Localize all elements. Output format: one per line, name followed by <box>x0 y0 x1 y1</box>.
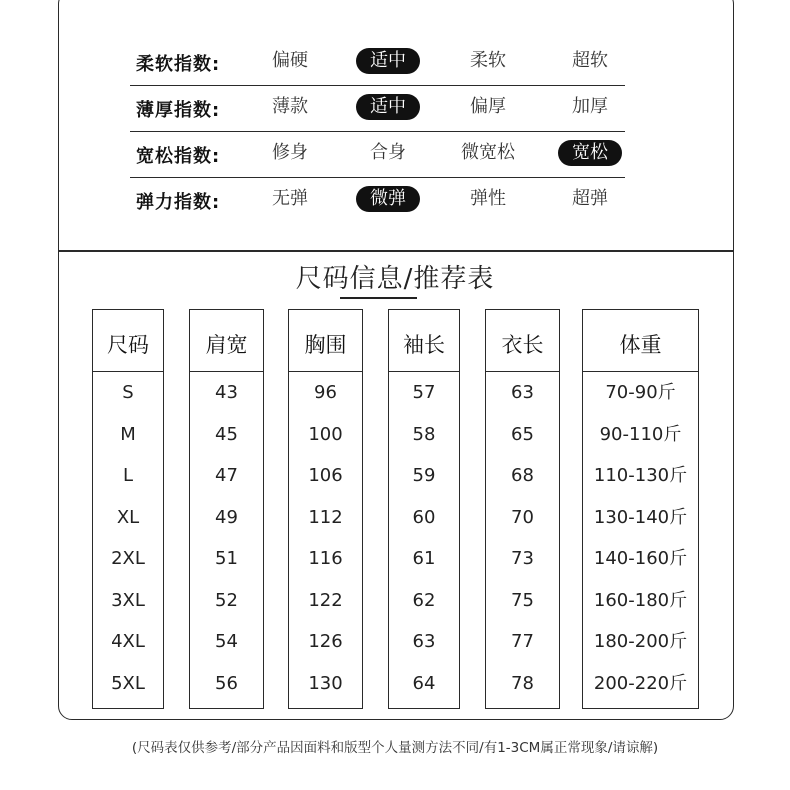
attribute-option-selected: 适中 <box>356 48 420 74</box>
size-column <box>189 309 264 709</box>
table-cell: 59 <box>412 465 436 486</box>
table-cell: 63 <box>412 631 436 652</box>
table-cell: 4XL <box>111 631 145 652</box>
table-cell: S <box>122 382 134 403</box>
table-cell: 140-160斤 <box>593 548 688 569</box>
table-cell: 63 <box>511 382 534 403</box>
attribute-option-selected: 适中 <box>356 94 420 120</box>
table-cell: M <box>120 423 136 445</box>
title-underline <box>340 297 417 299</box>
table-cell: 78 <box>511 672 534 694</box>
attribute-option: 柔软 <box>470 50 506 71</box>
table-cell: 65 <box>511 423 534 445</box>
attribute-option: 合身 <box>370 142 406 163</box>
table-cell: 61 <box>412 548 436 569</box>
size-column <box>582 309 699 709</box>
attribute-row <box>130 88 625 132</box>
table-cell: 116 <box>308 548 343 569</box>
table-cell: 68 <box>511 465 534 486</box>
attribute-label: 宽松指数: <box>136 146 221 167</box>
size-column <box>485 309 560 709</box>
table-cell: 2XL <box>111 548 145 569</box>
table-cell: 58 <box>412 423 436 445</box>
size-column <box>92 309 164 709</box>
attribute-row <box>130 134 625 178</box>
table-cell: 52 <box>215 589 238 611</box>
size-column <box>388 309 460 709</box>
table-cell: 126 <box>308 631 343 652</box>
section-divider <box>58 250 734 252</box>
column-header: 袖长 <box>389 310 459 372</box>
attribute-option-selected: 宽松 <box>558 140 622 166</box>
row-divider <box>130 131 625 133</box>
table-cell: 96 <box>314 382 337 403</box>
table-cell: 60 <box>412 506 436 528</box>
table-cell: 90-110斤 <box>599 423 682 445</box>
table-cell: 3XL <box>111 589 145 611</box>
table-cell: 160-180斤 <box>593 589 688 611</box>
table-cell: 54 <box>215 631 238 652</box>
table-cell: 77 <box>511 631 534 652</box>
row-divider <box>130 85 625 87</box>
table-cell: 51 <box>215 548 238 569</box>
attribute-option: 偏硬 <box>272 50 308 71</box>
column-header: 肩宽 <box>190 310 263 372</box>
table-cell: 56 <box>215 672 238 694</box>
table-cell: 47 <box>215 465 238 486</box>
footnote: (尺码表仅供参考/部分产品因面料和版型个人量测方法不同/有1-3CM属正常现象/请谅解) <box>131 740 659 756</box>
column-header: 体重 <box>583 310 698 372</box>
attribute-row <box>130 42 625 86</box>
table-cell: 180-200斤 <box>593 631 688 652</box>
column-header: 尺码 <box>93 310 163 372</box>
attribute-row <box>130 180 625 224</box>
table-cell: 70 <box>511 506 534 528</box>
row-divider <box>130 177 625 179</box>
table-cell: 49 <box>215 506 238 528</box>
attribute-option: 加厚 <box>572 96 608 117</box>
column-header: 衣长 <box>486 310 559 372</box>
attribute-option: 无弹 <box>272 188 308 209</box>
table-cell: 45 <box>215 423 238 445</box>
table-cell: 57 <box>412 382 436 403</box>
table-cell: 130-140斤 <box>593 506 688 528</box>
table-cell: 43 <box>215 382 238 403</box>
table-cell: 200-220斤 <box>593 672 688 694</box>
size-column <box>288 309 363 709</box>
attribute-option-selected: 微弹 <box>356 186 420 212</box>
attribute-label: 柔软指数: <box>136 54 221 75</box>
attribute-option: 微宽松 <box>461 142 515 163</box>
attribute-option: 超弹 <box>572 188 608 209</box>
table-cell: 100 <box>308 423 343 445</box>
table-cell: 64 <box>412 672 436 694</box>
attribute-label: 弹力指数: <box>136 192 221 213</box>
table-cell: 5XL <box>111 672 145 694</box>
attribute-option: 超软 <box>572 50 608 71</box>
table-cell: 112 <box>308 506 343 528</box>
table-cell: 106 <box>308 465 343 486</box>
attribute-option: 偏厚 <box>470 96 506 117</box>
attribute-option: 修身 <box>272 142 308 163</box>
table-cell: 122 <box>308 589 343 611</box>
table-cell: 110-130斤 <box>593 465 688 486</box>
attribute-option: 薄款 <box>272 96 308 117</box>
table-cell: L <box>122 465 134 486</box>
table-cell: XL <box>116 506 140 528</box>
table-cell: 62 <box>412 589 436 611</box>
size-table-title: 尺码信息/推荐表 <box>295 264 495 294</box>
table-cell: 75 <box>511 589 534 611</box>
table-cell: 130 <box>308 672 343 694</box>
table-cell: 70-90斤 <box>605 382 676 403</box>
attribute-option: 弹性 <box>470 188 506 209</box>
column-header: 胸围 <box>289 310 362 372</box>
table-cell: 73 <box>511 548 534 569</box>
attribute-label: 薄厚指数: <box>136 100 221 121</box>
